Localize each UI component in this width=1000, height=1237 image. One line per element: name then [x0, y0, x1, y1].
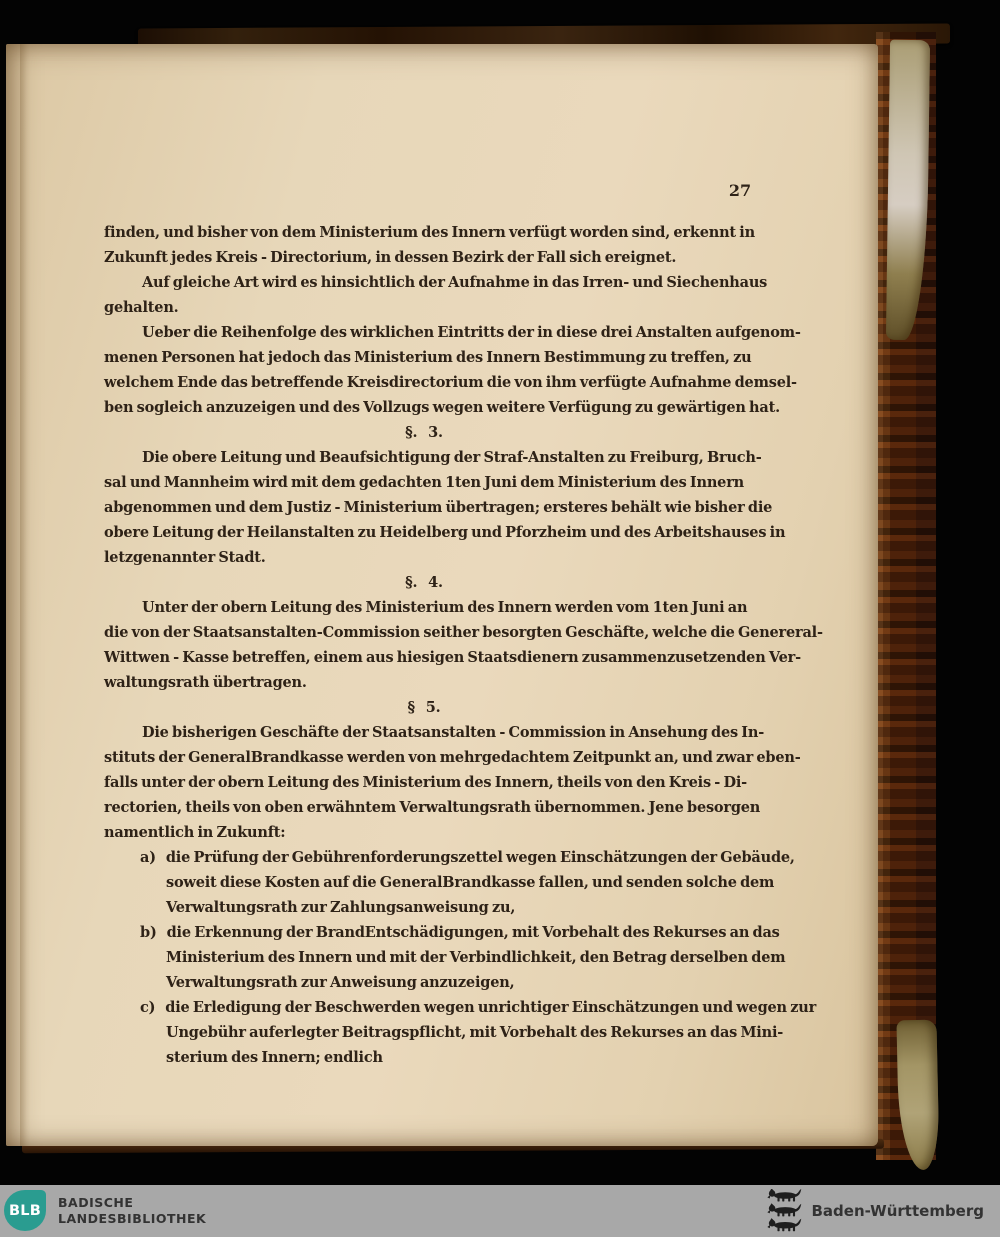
text-line: die von der Staatsanstalten-Commission seither besorgten Geschäfte, welche die Genereral- — [104, 624, 823, 641]
state-branding — [766, 1189, 984, 1233]
text-line: abgenommen und dem Justiz - Ministerium übertragen; ersteres behält wie bisher die — [104, 499, 773, 516]
text-line: Ueber die Reihenfolge des wirklichen Eintritts der in diese drei Anstalten aufgenom- — [142, 324, 801, 341]
baden-wuerttemberg-coat-of-arms-icon — [766, 1189, 802, 1233]
book-page — [6, 44, 878, 1146]
section-heading: §. 3. — [405, 424, 443, 441]
text-line: Ministerium des Innern und mit der Verbindlichkeit, den Betrag derselben dem — [166, 949, 786, 966]
library-name-line1: BADISCHE — [58, 1194, 134, 1210]
text-line: soweit diese Kosten auf die GeneralBrandkasse fallen, und senden solche dem — [166, 874, 775, 891]
text-line: letzgenannter Stadt. — [104, 549, 266, 566]
text-line: a) die Prüfung der Gebührenforderungszettel wegen Einschätzungen der Gebäude, — [104, 845, 744, 870]
text-line: Unter der obern Leitung des Ministerium des Innern werden vom 1ten Juni an — [142, 599, 748, 616]
blb-logo-icon — [4, 1190, 46, 1231]
text-line: Die obere Leitung und Beaufsichtigung der Straf-Anstalten zu Freiburg, Bruch- — [142, 449, 762, 466]
section-heading: § 5. — [407, 699, 441, 716]
text-line: b) die Erkennung der BrandEntschädigungen, mit Vorbehalt des Rekurses an das — [104, 920, 744, 945]
text-line: Auf gleiche Art wird es hinsichtlich der Aufnahme in das Irren- und Siechenhaus — [142, 274, 768, 291]
text-line: finden, und bisher von dem Ministerium des Innern verfügt worden sind, erkennt in — [104, 224, 755, 241]
text-line: stituts der GeneralBrandkasse werden von mehrgedachtem Zeitpunkt an, und zwar eben- — [104, 749, 801, 766]
text-line: c) die Erledigung der Beschwerden wegen unrichtiger Einschätzungen und wegen zur — [104, 995, 744, 1020]
library-name-line2: LANDESBIBLIOTHEK — [58, 1210, 207, 1226]
text-line: namentlich in Zukunft: — [104, 824, 286, 841]
text-line: waltungsrath übertragen. — [104, 674, 307, 691]
lion-icon — [768, 1218, 802, 1231]
text-line: welchem Ende das betreffende Kreisdirectorium die von ihm verfügte Aufnahme demsel- — [104, 374, 797, 391]
text-line: ben sogleich anzuzeigen und des Vollzugs wegen weitere Verfügung zu gewärtigen hat. — [104, 399, 780, 416]
lion-icon — [768, 1189, 802, 1201]
state-name: Baden-Württemberg — [811, 1202, 984, 1220]
text-line: sterium des Innern; endlich — [166, 1049, 383, 1066]
text-line: Verwaltungsrath zur Anweisung anzuzeigen, — [166, 974, 515, 991]
text-line: obere Leitung der Heilanstalten zu Heidelberg und Pforzheim und des Arbeitshauses in — [104, 524, 786, 541]
library-footer — [0, 1185, 1000, 1237]
text-line: gehalten. — [104, 299, 179, 316]
page-number: 27 — [728, 181, 752, 200]
text-line: Zukunft jedes Kreis - Directorium, in dessen Bezirk der Fall sich ereignet. — [104, 249, 677, 266]
text-line: rectorien, theils von oben erwähntem Verwaltungsrath übernommen. Jene besorgen — [104, 799, 761, 816]
list-marker: c) — [140, 999, 156, 1016]
text-line: Verwaltungsrath zur Zahlungsanweisung zu, — [166, 899, 516, 916]
blb-logo-text: BLB — [9, 1202, 41, 1219]
text-line: sal und Mannheim wird mit dem gedachten 1ten Juni dem Ministerium des Innern — [104, 474, 744, 491]
text-line: menen Personen hat jedoch das Ministerium des Innern Bestimmung zu treffen, zu — [104, 349, 752, 366]
section-heading: §. 4. — [405, 574, 443, 591]
list-marker: b) — [140, 924, 157, 941]
page-text — [104, 220, 823, 1070]
text-line: Wittwen - Kasse betreffen, einem aus hiesigen Staatsdienern zusammenzusetzenden Ver- — [104, 649, 801, 666]
list-marker: a) — [140, 849, 156, 866]
text-line: Die bisherigen Geschäfte der Staatsanstalten - Commission in Ansehung des In- — [142, 724, 765, 741]
library-branding — [4, 1190, 206, 1231]
text-line: falls unter der obern Leitung des Ministerium des Innern, theils von den Kreis - Di- — [104, 774, 747, 791]
library-name — [58, 1195, 206, 1227]
text-line: Ungebühr auferlegter Beitragspflicht, mit Vorbehalt des Rekurses an das Mini- — [166, 1024, 784, 1041]
lion-icon — [768, 1203, 802, 1216]
